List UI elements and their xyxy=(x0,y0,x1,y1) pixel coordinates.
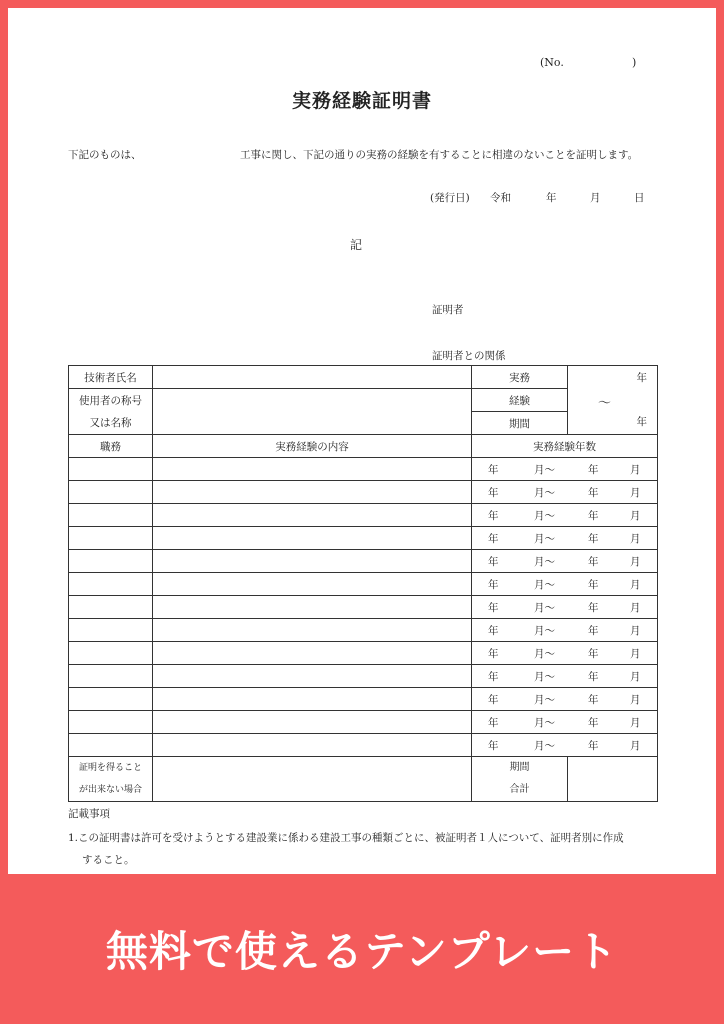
period-start-month: 月〜 xyxy=(534,648,555,660)
position-cell[interactable] xyxy=(69,596,153,619)
table-row xyxy=(69,481,658,504)
position-cell[interactable] xyxy=(69,711,153,734)
period-start-year: 年 xyxy=(488,602,499,614)
period-start-month: 月〜 xyxy=(534,464,555,476)
table-row xyxy=(69,688,658,711)
issue-day: 日 xyxy=(634,192,645,204)
period-end-month: 月 xyxy=(630,625,641,637)
content-cell[interactable] xyxy=(153,573,472,596)
experience-table xyxy=(68,365,658,802)
table-row xyxy=(69,665,658,688)
period-cell[interactable] xyxy=(472,550,658,573)
relation-label: 証明者との関係 xyxy=(432,350,506,362)
table-row xyxy=(69,642,658,665)
content-cell[interactable] xyxy=(153,550,472,573)
period-end-month: 月 xyxy=(630,717,641,729)
issue-year: 年 xyxy=(546,192,557,204)
period-cell[interactable] xyxy=(472,711,658,734)
period-start-year: 年 xyxy=(488,694,499,706)
period-start-month: 月〜 xyxy=(534,487,555,499)
period-end-year: 年 xyxy=(588,579,599,591)
table-row xyxy=(69,734,658,757)
content-cell[interactable] xyxy=(153,619,472,642)
period-cell[interactable] xyxy=(472,596,658,619)
period-start-year: 年 xyxy=(488,671,499,683)
position-cell[interactable] xyxy=(69,573,153,596)
content-cell[interactable] xyxy=(153,665,472,688)
period-start-year: 年 xyxy=(488,464,499,476)
period-end-year: 年 xyxy=(588,464,599,476)
position-cell[interactable] xyxy=(69,458,153,481)
practical-label-3: 期間 xyxy=(472,412,568,435)
cannot-certify-line-2: が出来ない場合 xyxy=(78,785,142,795)
period-cell[interactable] xyxy=(472,642,658,665)
period-start-year: 年 xyxy=(488,717,499,729)
period-start-year: 年 xyxy=(488,533,499,545)
period-end-month: 月 xyxy=(630,579,641,591)
issue-month: 月 xyxy=(590,192,601,204)
period-start-month: 月〜 xyxy=(534,740,555,752)
position-cell[interactable] xyxy=(69,550,153,573)
practical-label-2: 経験 xyxy=(472,389,568,412)
period-cell[interactable] xyxy=(472,665,658,688)
period-end-year: 年 xyxy=(588,671,599,683)
table-row xyxy=(69,619,658,642)
content-cell[interactable] xyxy=(153,688,472,711)
period-end-year: 年 xyxy=(588,533,599,545)
period-start-year: 年 xyxy=(488,556,499,568)
period-end-month: 月 xyxy=(630,556,641,568)
content-cell[interactable] xyxy=(153,596,472,619)
table-row xyxy=(69,596,658,619)
content-cell[interactable] xyxy=(153,711,472,734)
content-cell[interactable] xyxy=(153,504,472,527)
content-cell[interactable] xyxy=(153,527,472,550)
number-close: ) xyxy=(632,56,637,69)
content-cell[interactable] xyxy=(153,458,472,481)
period-end-month: 月 xyxy=(630,648,641,660)
period-end-month: 月 xyxy=(630,694,641,706)
period-end-month: 月 xyxy=(630,740,641,752)
note-1-continued: すること。 xyxy=(82,854,135,866)
period-year-top: 年 xyxy=(636,372,647,384)
cannot-certify-line-1: 証明を得ること xyxy=(78,763,142,773)
note-1: 1.この証明書は許可を受けようとする建設業に係わる建設工事の種類ごとに、被証明者１人について、証明者別に作成 xyxy=(68,832,624,844)
period-start-month: 月〜 xyxy=(534,694,555,706)
banner-text: 無料で使えるテンプレート xyxy=(105,927,619,976)
practical-period-field[interactable] xyxy=(568,366,658,435)
period-cell[interactable] xyxy=(472,504,658,527)
period-end-month: 月 xyxy=(630,602,641,614)
position-cell[interactable] xyxy=(69,504,153,527)
period-start-year: 年 xyxy=(488,510,499,522)
period-start-month: 月〜 xyxy=(534,602,555,614)
period-end-year: 年 xyxy=(588,717,599,729)
period-cell[interactable] xyxy=(472,734,658,757)
position-cell[interactable] xyxy=(69,665,153,688)
period-end-month: 月 xyxy=(630,487,641,499)
period-start-month: 月〜 xyxy=(534,533,555,545)
notes-heading: 記載事項 xyxy=(68,808,110,820)
period-cell[interactable] xyxy=(472,527,658,550)
employer-name-field[interactable] xyxy=(153,389,472,435)
period-tilde: 〜 xyxy=(598,396,612,411)
total-period-line-2: 合計 xyxy=(509,784,530,795)
period-end-month: 月 xyxy=(630,510,641,522)
engineer-name-field[interactable] xyxy=(153,366,472,389)
period-start-year: 年 xyxy=(488,625,499,637)
period-start-month: 月〜 xyxy=(534,579,555,591)
employer-label-1: 使用者の称号 xyxy=(69,389,153,412)
table-row xyxy=(69,550,658,573)
period-end-month: 月 xyxy=(630,533,641,545)
period-end-year: 年 xyxy=(588,625,599,637)
period-start-month: 月〜 xyxy=(534,625,555,637)
cannot-certify-row xyxy=(69,757,658,802)
engineer-name-label: 技術者氏名 xyxy=(69,366,153,389)
content-header: 実務経験の内容 xyxy=(153,435,472,458)
total-period-label xyxy=(472,757,568,802)
ki-mark: 記 xyxy=(350,238,363,252)
position-cell[interactable] xyxy=(69,642,153,665)
position-cell[interactable] xyxy=(69,619,153,642)
period-start-month: 月〜 xyxy=(534,510,555,522)
period-cell[interactable] xyxy=(472,481,658,504)
period-end-year: 年 xyxy=(588,694,599,706)
period-end-month: 月 xyxy=(630,464,641,476)
certificate-document xyxy=(8,8,716,874)
period-start-year: 年 xyxy=(488,648,499,660)
period-start-month: 月〜 xyxy=(534,671,555,683)
issue-era: 令和 xyxy=(490,192,511,204)
page-title: 実務経験証明書 xyxy=(291,90,432,112)
content-cell[interactable] xyxy=(153,481,472,504)
position-cell[interactable] xyxy=(69,734,153,757)
period-end-month: 月 xyxy=(630,671,641,683)
period-start-year: 年 xyxy=(488,579,499,591)
position-cell[interactable] xyxy=(69,527,153,550)
period-start-year: 年 xyxy=(488,487,499,499)
intro-left: 下記のものは、 xyxy=(68,149,142,161)
table-row xyxy=(69,504,658,527)
years-header: 実務経験年数 xyxy=(472,435,658,458)
period-cell[interactable] xyxy=(472,688,658,711)
content-cell[interactable] xyxy=(153,642,472,665)
table-row xyxy=(69,458,658,481)
table-row xyxy=(69,527,658,550)
practical-label-1: 実務 xyxy=(472,366,568,389)
period-end-year: 年 xyxy=(588,556,599,568)
period-end-year: 年 xyxy=(588,510,599,522)
period-year-bottom: 年 xyxy=(636,416,647,428)
cannot-certify-field[interactable] xyxy=(153,757,472,802)
period-end-year: 年 xyxy=(588,648,599,660)
certifier-label: 証明者 xyxy=(432,304,464,316)
number-label: (No. xyxy=(540,56,564,69)
total-period-line-1: 期間 xyxy=(509,762,530,773)
intro-right: 工事に関し、下記の通りの実務の経験を有することに相違のないことを証明します。 xyxy=(240,149,639,161)
period-end-year: 年 xyxy=(588,602,599,614)
issue-label: (発行日) xyxy=(430,192,470,204)
period-cell[interactable] xyxy=(472,458,658,481)
table-row xyxy=(69,573,658,596)
position-header: 職務 xyxy=(69,435,153,458)
period-start-year: 年 xyxy=(488,740,499,752)
content-cell[interactable] xyxy=(153,734,472,757)
period-start-month: 月〜 xyxy=(534,717,555,729)
total-period-field[interactable] xyxy=(568,757,658,802)
table-row xyxy=(69,711,658,734)
position-cell[interactable] xyxy=(69,688,153,711)
employer-label-2: 又は名称 xyxy=(69,412,153,435)
promo-banner xyxy=(0,874,724,1024)
cannot-certify-label xyxy=(69,757,153,802)
position-cell[interactable] xyxy=(69,481,153,504)
period-end-year: 年 xyxy=(588,487,599,499)
period-cell[interactable] xyxy=(472,619,658,642)
period-start-month: 月〜 xyxy=(534,556,555,568)
document-number xyxy=(540,56,637,69)
period-end-year: 年 xyxy=(588,740,599,752)
period-cell[interactable] xyxy=(472,573,658,596)
